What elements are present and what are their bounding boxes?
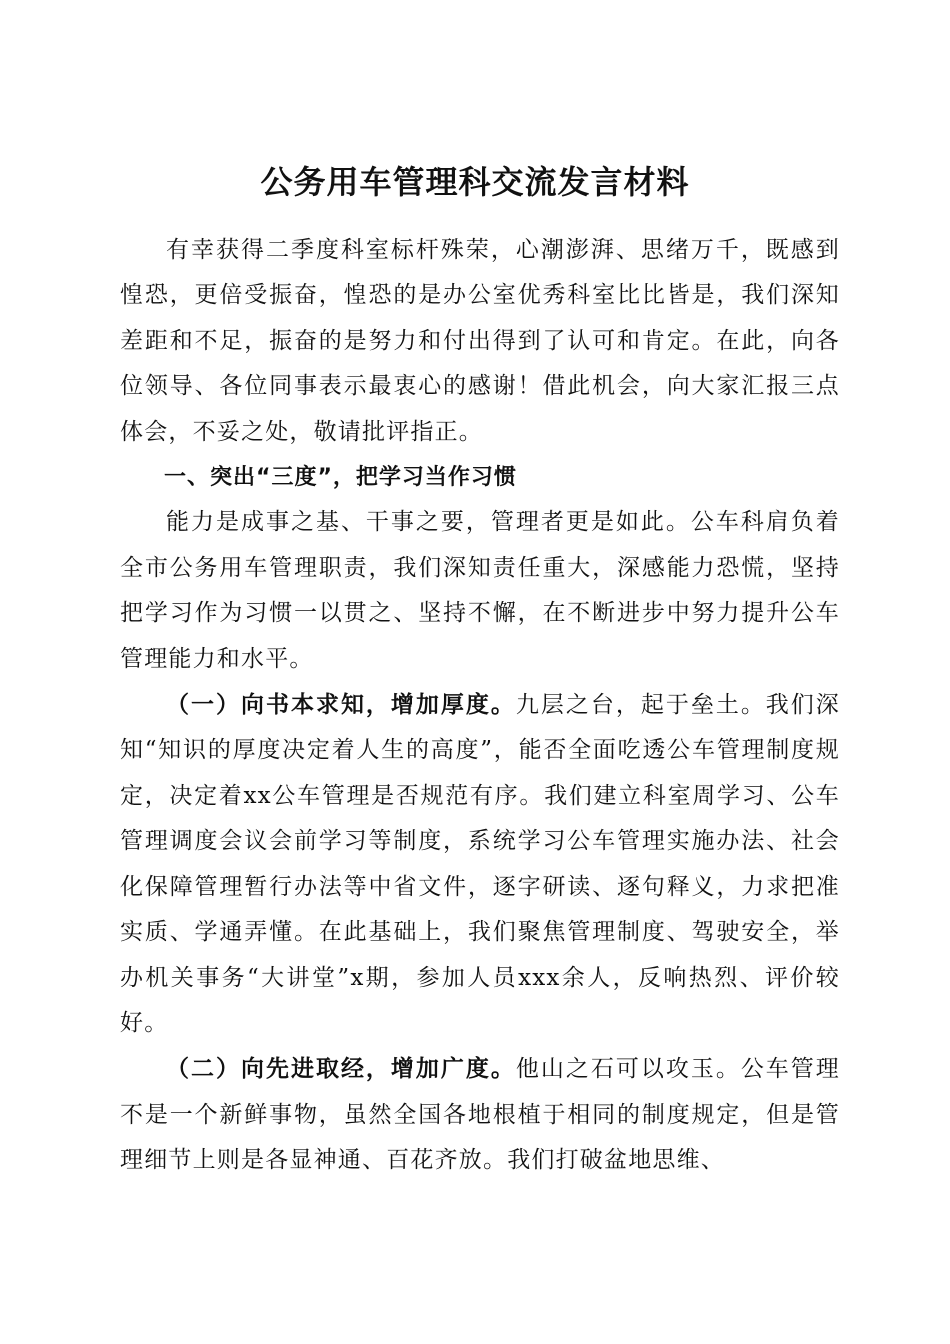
subsection-1-text: 九层之台，起于垒土。我们深知“知识的厚度决定着人生的高度”，能否全面吃透公车管理制度规定，决定着xx公车管理是否规范有序。我们建立科室周学习、公车管理调度会议会前学习等制度，系统学习公车管理实施办法、社会化保障管理暂行办法等中省文件，逐字研读、逐句释义，力求把准实质、学通弄懂。在此基础上，我们聚焦管理制度、驾驶安全，举办机关事务“大讲堂”x期，参加人员xxx余人，反响热烈、评价较好。	[120, 692, 840, 1036]
subsection-1-lead: （一）向书本求知，增加厚度。	[166, 691, 516, 719]
subsection-2-lead: （二）向先进取经，增加广度。	[166, 1055, 516, 1083]
intro-paragraph: 有幸获得二季度科室标杆殊荣，心潮澎湃、思绪万千，既感到惶恐，更倍受振奋，惶恐的是办公室优秀科室比比皆是，我们深知差距和不足，振奋的是努力和付出得到了认可和肯定。在此，向各位领导、各位同事表示最衷心的感谢！借此机会，向大家汇报三点体会，不妥之处，敬请批评指正。	[120, 237, 840, 445]
section-heading-1: 一、突出“三度”，把学习当作习惯	[164, 465, 517, 491]
subsection-1-paragraph	[120, 682, 840, 1046]
subsection-2-text: 他山之石可以攻玉。公车管理不是一个新鲜事物，虽然全国各地根植于相同的制度规定，但是管理细节上则是各显神通、百花齐放。我们打破盆地思维、	[120, 1056, 840, 1174]
document-title: 公务用车管理科交流发言材料	[260, 163, 690, 202]
subsection-2-paragraph	[120, 1046, 840, 1183]
section-1-paragraph: 能力是成事之基、干事之要，管理者更是如此。公车科肩负着全市公务用车管理职责，我们深知责任重大，深感能力恐慌，坚持把学习作为习惯一以贯之、坚持不懈，在不断进步中努力提升公车管理能力和水平。	[120, 509, 840, 672]
document-body	[120, 228, 840, 1184]
